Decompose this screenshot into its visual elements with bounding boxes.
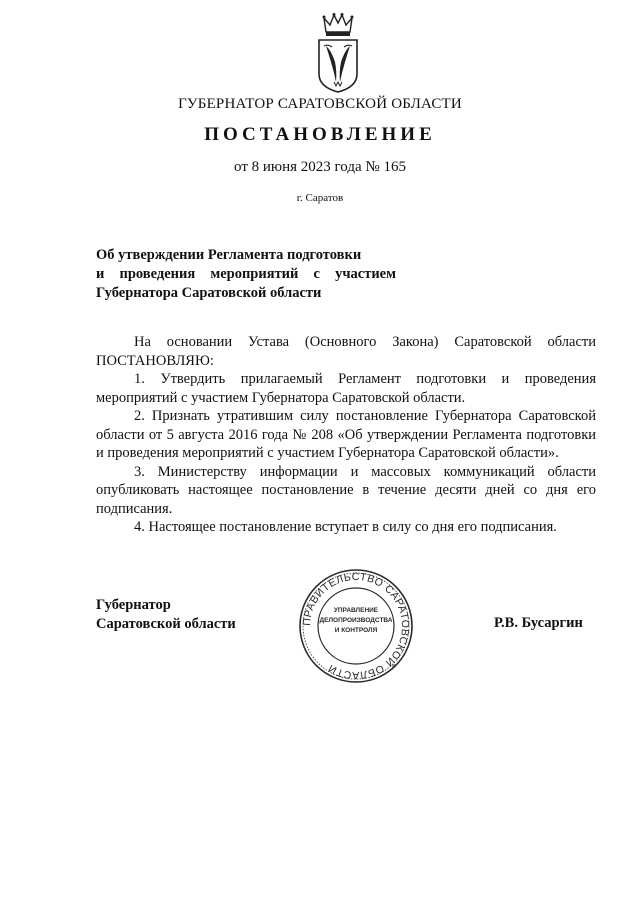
body-item-3: 3. Министерству информации и массовых коммуникаций области опубликовать настоящее постановление в течение десяти дней со дня его подписания. [96, 463, 596, 517]
stamp-center-line: И КОНТРОЛЯ [334, 627, 378, 634]
preamble-text: На основании Устава (Основного Закона) Саратовской области [134, 334, 596, 350]
document-place: г. Саратов [296, 192, 344, 204]
stamp-ring-text: ПРАВИТЕЛЬСТВО САРАТОВСКОЙ ОБЛАСТИ [300, 570, 412, 682]
signatory-title-line: Губернатор [96, 597, 171, 613]
signatory-title [96, 596, 236, 634]
document-subject [96, 246, 396, 303]
body-item-2: 2. Признать утратившим силу постановление Губернатора Саратовской области от 5 августа 2016 года № 208 «Об утверждении Регламента подготовки и проведения мероприятий с участием Губернатора Саратовской области». [96, 408, 596, 461]
signatory-name: Р.В. Бусаргин [494, 615, 583, 631]
subject-line: и проведения мероприятий с участием [96, 266, 396, 282]
body-item-1: 1. Утвердить прилагаемый Регламент подготовки и проведения мероприятий с участием Губернатора Саратовской области. [96, 371, 596, 406]
signatory-title-line: Саратовской области [96, 616, 236, 632]
stamp-center-line: УПРАВЛЕНИЕ [333, 607, 379, 614]
saratov-coat-of-arms-icon [314, 12, 362, 94]
subject-line: Об утверждении Регламента подготовки [96, 247, 362, 263]
decree-word: ПОСТАНОВЛЯЮ: [96, 352, 214, 369]
document-date-number: от 8 июня 2023 года № 165 [234, 159, 406, 175]
stamp-center-text [318, 606, 394, 636]
body-item-4: 4. Настоящее постановление вступает в силу со дня его подписания. [134, 519, 557, 535]
document-type-title: ПОСТАНОВЛЕНИЕ [204, 124, 436, 145]
issuer-heading: ГУБЕРНАТОР САРАТОВСКОЙ ОБЛАСТИ [178, 96, 462, 112]
preamble-paragraph [96, 333, 596, 352]
document-body [96, 333, 596, 537]
subject-line: Губернатора Саратовской области [96, 285, 322, 301]
stamp-center-line: ДЕЛОПРОИЗВОДСТВА [319, 617, 393, 624]
